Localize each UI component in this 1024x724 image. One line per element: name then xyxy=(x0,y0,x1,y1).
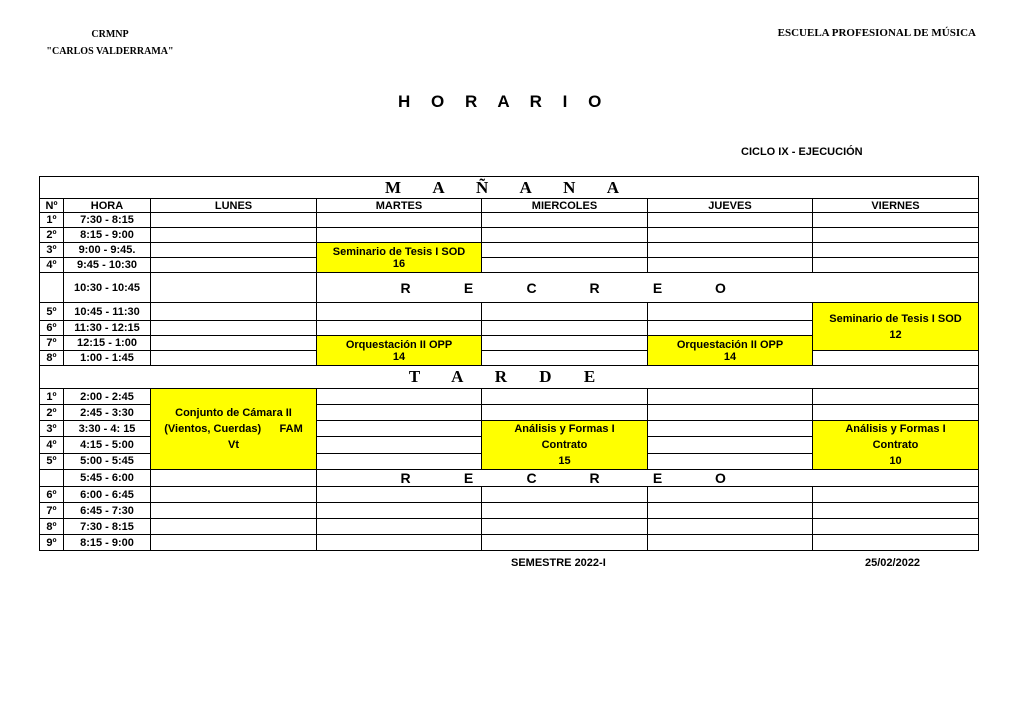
cell-miercoles xyxy=(482,336,648,351)
cell-viernes xyxy=(813,503,979,519)
period-time: 4:15 - 5:00 xyxy=(64,437,151,453)
period-time: 8:15 - 9:00 xyxy=(64,228,151,243)
morning-section-title: M A Ñ A N A xyxy=(40,177,979,199)
table-row xyxy=(40,303,979,321)
cell-lunes xyxy=(151,535,317,551)
cell-lunes xyxy=(151,503,317,519)
table-row xyxy=(40,351,979,366)
course-seminario-tesis-martes: Seminario de Tesis I SOD xyxy=(317,243,482,258)
cell-martes xyxy=(317,213,482,228)
afternoon-section-title: T A R D E xyxy=(40,366,979,389)
course-conjunto-camara-lunes: Conjunto de Cámara II (Vientos, Cuerdas) FAM Vt xyxy=(151,389,317,470)
cell-martes xyxy=(317,421,482,437)
period-number: 2º xyxy=(40,405,64,421)
period-time: 5:45 - 6:00 xyxy=(64,470,151,487)
course-orquestacion-jueves: Orquestación II OPP xyxy=(648,336,813,351)
cell-jueves xyxy=(648,258,813,273)
period-time: 9:45 - 10:30 xyxy=(64,258,151,273)
cell-jueves xyxy=(648,303,813,321)
cell-miercoles xyxy=(482,487,648,503)
cell-martes xyxy=(317,519,482,535)
table-row xyxy=(40,389,979,405)
period-number: 3º xyxy=(40,421,64,437)
cell-viernes xyxy=(813,389,979,405)
cell-martes xyxy=(317,303,482,321)
cell-miercoles xyxy=(482,228,648,243)
cell-lunes xyxy=(151,351,317,366)
cell-lunes xyxy=(151,519,317,535)
course-room-jueves: 14 xyxy=(648,351,813,366)
cell-lunes xyxy=(151,243,317,258)
period-number: 4º xyxy=(40,258,64,273)
period-number: 5º xyxy=(40,303,64,321)
cell-miercoles xyxy=(482,405,648,421)
col-header-miercoles: MIERCOLES xyxy=(482,199,648,213)
cell-viernes xyxy=(813,243,979,258)
course-room-martes: 14 xyxy=(317,351,482,366)
cell-martes xyxy=(317,437,482,453)
table-row xyxy=(40,228,979,243)
table-row xyxy=(40,503,979,519)
cell-lunes xyxy=(151,470,317,487)
cell-viernes xyxy=(813,258,979,273)
table-row xyxy=(40,519,979,535)
col-header-hora: HORA xyxy=(64,199,151,213)
cell-miercoles xyxy=(482,213,648,228)
period-time: 7:30 - 8:15 xyxy=(64,213,151,228)
period-time: 2:00 - 2:45 xyxy=(64,389,151,405)
recess-label: R E C R E O xyxy=(317,273,979,303)
period-number: 2º xyxy=(40,228,64,243)
cell-miercoles xyxy=(482,519,648,535)
cell-martes xyxy=(317,389,482,405)
institution-name: "CARLOS VALDERRAMA" xyxy=(46,46,174,57)
cell-miercoles xyxy=(482,321,648,336)
period-time: 2:45 - 3:30 xyxy=(64,405,151,421)
period-time: 7:30 - 8:15 xyxy=(64,519,151,535)
date-label: 25/02/2022 xyxy=(865,557,921,569)
period-time: 3:30 - 4: 15 xyxy=(64,421,151,437)
period-number: 7º xyxy=(40,336,64,351)
table-row xyxy=(40,258,979,273)
cell-martes xyxy=(317,487,482,503)
school-name: ESCUELA PROFESIONAL DE MÚSICA xyxy=(777,27,976,39)
schedule-table xyxy=(39,176,979,551)
cell-miercoles xyxy=(482,503,648,519)
cell-lunes xyxy=(151,258,317,273)
cell-viernes xyxy=(813,405,979,421)
period-number xyxy=(40,470,64,487)
period-number: 1º xyxy=(40,389,64,405)
course-analisis-formas-viernes: Análisis y Formas I Contrato 10 xyxy=(813,421,979,470)
cell-jueves xyxy=(648,213,813,228)
period-time: 10:45 - 11:30 xyxy=(64,303,151,321)
cell-martes xyxy=(317,503,482,519)
period-number: 7º xyxy=(40,503,64,519)
cell-martes xyxy=(317,321,482,336)
period-number: 6º xyxy=(40,321,64,336)
table-row xyxy=(40,243,979,258)
cell-martes xyxy=(317,453,482,469)
cell-jueves xyxy=(648,389,813,405)
period-time: 5:00 - 5:45 xyxy=(64,453,151,469)
cell-martes xyxy=(317,535,482,551)
cell-jueves xyxy=(648,321,813,336)
cell-viernes xyxy=(813,487,979,503)
cell-viernes xyxy=(813,351,979,366)
cell-jueves xyxy=(648,437,813,453)
cycle-label: CICLO IX - EJECUCIÓN xyxy=(741,146,863,158)
cell-miercoles xyxy=(482,258,648,273)
cell-jueves xyxy=(648,519,813,535)
cell-miercoles xyxy=(482,351,648,366)
cell-viernes xyxy=(813,228,979,243)
course-orquestacion-martes: Orquestación II OPP xyxy=(317,336,482,351)
cell-martes xyxy=(317,228,482,243)
page-title: H O R A R I O xyxy=(398,92,610,111)
cell-jueves xyxy=(648,487,813,503)
cell-jueves xyxy=(648,503,813,519)
period-number: 3º xyxy=(40,243,64,258)
period-number: 8º xyxy=(40,351,64,366)
cell-viernes xyxy=(813,535,979,551)
recess-row xyxy=(40,470,979,487)
period-time: 8:15 - 9:00 xyxy=(64,535,151,551)
period-number: 5º xyxy=(40,453,64,469)
table-row xyxy=(40,213,979,228)
cell-miercoles xyxy=(482,535,648,551)
recess-label: R E C R E O xyxy=(317,470,979,487)
col-header-martes: MARTES xyxy=(317,199,482,213)
institution-header xyxy=(40,26,180,60)
period-time: 6:00 - 6:45 xyxy=(64,487,151,503)
column-header-row xyxy=(40,199,979,213)
period-number: 8º xyxy=(40,519,64,535)
cell-lunes xyxy=(151,487,317,503)
cell-lunes xyxy=(151,336,317,351)
course-analisis-formas-miercoles: Análisis y Formas I Contrato 15 xyxy=(482,421,648,470)
course-seminario-tesis-viernes: Seminario de Tesis I SOD 12 xyxy=(813,303,979,351)
cell-jueves xyxy=(648,228,813,243)
col-header-lunes: LUNES xyxy=(151,199,317,213)
recess-row xyxy=(40,273,979,303)
institution-code: CRMNP xyxy=(91,29,129,40)
cell-miercoles xyxy=(482,303,648,321)
cell-jueves xyxy=(648,421,813,437)
cell-lunes xyxy=(151,228,317,243)
cell-jueves xyxy=(648,405,813,421)
cell-lunes xyxy=(151,273,317,303)
cell-jueves xyxy=(648,453,813,469)
period-time: 6:45 - 7:30 xyxy=(64,503,151,519)
period-time: 9:00 - 9:45. xyxy=(64,243,151,258)
table-row xyxy=(40,487,979,503)
semester-label: SEMESTRE 2022-I xyxy=(511,557,606,569)
period-number: 1º xyxy=(40,213,64,228)
cell-miercoles xyxy=(482,389,648,405)
period-number: 4º xyxy=(40,437,64,453)
cell-lunes xyxy=(151,213,317,228)
course-room-martes: 16 xyxy=(317,258,482,273)
col-header-jueves: JUEVES xyxy=(648,199,813,213)
period-number: 9º xyxy=(40,535,64,551)
cell-jueves xyxy=(648,243,813,258)
col-header-num: Nº xyxy=(40,199,64,213)
cell-viernes xyxy=(813,213,979,228)
cell-jueves xyxy=(648,535,813,551)
table-row xyxy=(40,535,979,551)
period-number xyxy=(40,273,64,303)
cell-lunes xyxy=(151,321,317,336)
cell-miercoles xyxy=(482,243,648,258)
period-time: 10:30 - 10:45 xyxy=(64,273,151,303)
cell-martes xyxy=(317,405,482,421)
period-time: 12:15 - 1:00 xyxy=(64,336,151,351)
col-header-viernes: VIERNES xyxy=(813,199,979,213)
cell-lunes xyxy=(151,303,317,321)
period-time: 11:30 - 12:15 xyxy=(64,321,151,336)
period-number: 6º xyxy=(40,487,64,503)
period-time: 1:00 - 1:45 xyxy=(64,351,151,366)
cell-viernes xyxy=(813,519,979,535)
